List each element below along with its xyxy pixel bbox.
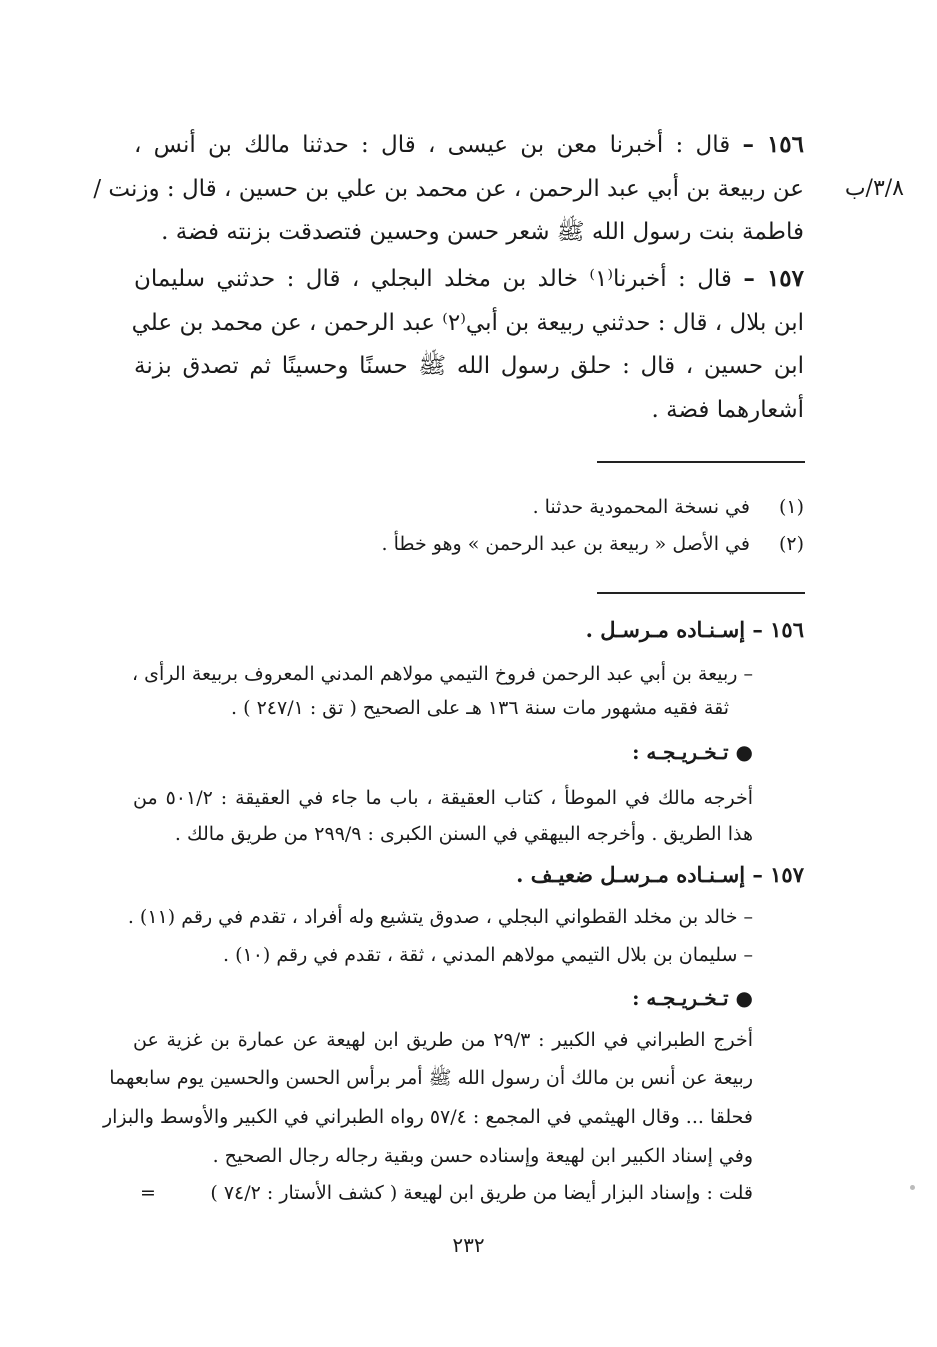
commentary-156-takhrij-1: أخرجه مالك في الموطأ ، كتاب العقيقة ، باب ما جاء في العقيقة : ٥٠١/٢ من	[133, 787, 753, 809]
commentary-157-takhrij-4: وفي إسناد الكبير ابن لهيعة وإسناده حسن وبقية رجاله رجال الصحيح .	[212, 1145, 753, 1167]
hadith-157-text-1: قال : أخبرنا⁽١⁾ خالد بن مخلد البجلي ، قال : حدثني سليمان	[134, 266, 732, 292]
commentary-156-number: ١٥٦ –	[752, 617, 804, 642]
hadith-156-number: ١٥٦ –	[742, 131, 804, 158]
commentary-156-takhrij-label	[632, 740, 753, 764]
commentary-157-heading	[516, 862, 804, 887]
hadith-156-text-1: قال : أخبرنا معن بن عيسى ، قال : حدثنا مالك بن أنس ،	[134, 132, 731, 158]
footnote-1-number: (١)	[778, 496, 804, 518]
bullet-icon: ●	[735, 986, 753, 1010]
footnote-2	[381, 531, 804, 557]
commentary-157-takhrij-title: تـخـريـجـه :	[632, 986, 729, 1010]
commentary-157-takhrij-2: ربيعة عن أنس بن مالك أن رسول الله ﷺ أمر برأس الحسن والحسين يوم سابعهما	[109, 1067, 753, 1089]
hadith-156-line-3: فاطمة بنت رسول الله ﷺ شعر حسن وحسين فتصدقت بزنته فضة .	[161, 219, 804, 245]
hadith-156-line-1	[134, 130, 804, 160]
commentary-157-takhrij-label	[632, 986, 753, 1010]
commentary-156-takhrij-title: تـخـريـجـه :	[632, 740, 729, 764]
hadith-157-number: ١٥٧ –	[743, 265, 804, 292]
commentary-156-heading	[586, 617, 804, 642]
commentary-157-narrator-2: – سليمان بن بلال التيمي مولاهم المدني ، ثقة ، تقدم في رقم (١٠) .	[222, 944, 753, 966]
manuscript-folio-ref: ٣/٨/ب	[844, 176, 904, 201]
hadith-156-line-2: عن ربيعة بن أبي عبد الرحمن ، عن محمد بن علي بن حسين ، قال : وزنت /	[93, 176, 804, 202]
footnote-divider	[597, 461, 805, 463]
commentary-156-narrator-2: ثقة فقيه مشهور مات سنة ١٣٦ هـ على الصحيح ( تق : ٢٤٧/١ ) .	[231, 697, 729, 719]
commentary-157-narrator-1: – خالد بن مخلد القطواني البجلي ، صدوق يتشيع وله أفراد ، تقدم في رقم (١١) .	[127, 906, 753, 928]
hadith-157-line-4: أشعارهما فضة .	[651, 397, 804, 423]
hadith-157-line-2: ابن بلال ، قال : حدثني ربيعة بن أبي⁽٢⁾ عبد الرحمن ، عن محمد بن علي	[131, 310, 804, 336]
commentary-156-narrator-1: – ربيعة بن أبي عبد الرحمن فروخ التيمي مولاهم المدني المعروف بربيعة الرأى ،	[131, 663, 753, 685]
commentary-156-verdict: إسـنـاده مـرسـل .	[585, 617, 746, 642]
footnote-1-text: في نسخة المحمودية حدثنا .	[532, 496, 750, 518]
page-number: ٢٣٢	[452, 1233, 485, 1257]
commentary-156-takhrij-2: هذا الطريق . وأخرجه البيهقي في السنن الكبرى : ٢٩٩/٩ من طريق مالك .	[174, 823, 753, 845]
hadith-157-line-1	[134, 264, 804, 294]
commentary-157-number: ١٥٧ –	[752, 862, 804, 887]
continuation-mark: =	[140, 1182, 156, 1204]
commentary-157-takhrij-3: فحلقا ... وقال الهيثمي في المجمع : ٥٧/٤ رواه الطبراني في الكبير والأوسط والبزار	[102, 1106, 753, 1128]
bullet-icon: ●	[735, 740, 753, 764]
commentary-157-takhrij-5: قلت : وإسناد البزار أيضا من طريق ابن لهيعة ( كشف الأستار : ٧٤/٢ )	[210, 1182, 753, 1204]
footnote-1	[533, 494, 804, 520]
commentary-157-verdict: إسـنـاده مـرسـل ضعيـف .	[516, 862, 746, 887]
footnote-2-text: في الأصل « ربيعة بن عبد الرحمن » وهو خطأ .	[381, 533, 750, 555]
hadith-157-line-3: ابن حسين ، قال : حلق رسول الله ﷺ حسنًا وحسينًا ثم تصدق بزنة	[134, 353, 804, 379]
commentary-157-takhrij-1: أخرج الطبراني في الكبير : ٢٩/٣ من طريق ابن لهيعة عن عمارة بن غزية عن	[133, 1029, 754, 1051]
scan-speck	[910, 1185, 915, 1190]
commentary-divider	[597, 592, 805, 594]
footnote-2-number: (٢)	[778, 533, 804, 555]
